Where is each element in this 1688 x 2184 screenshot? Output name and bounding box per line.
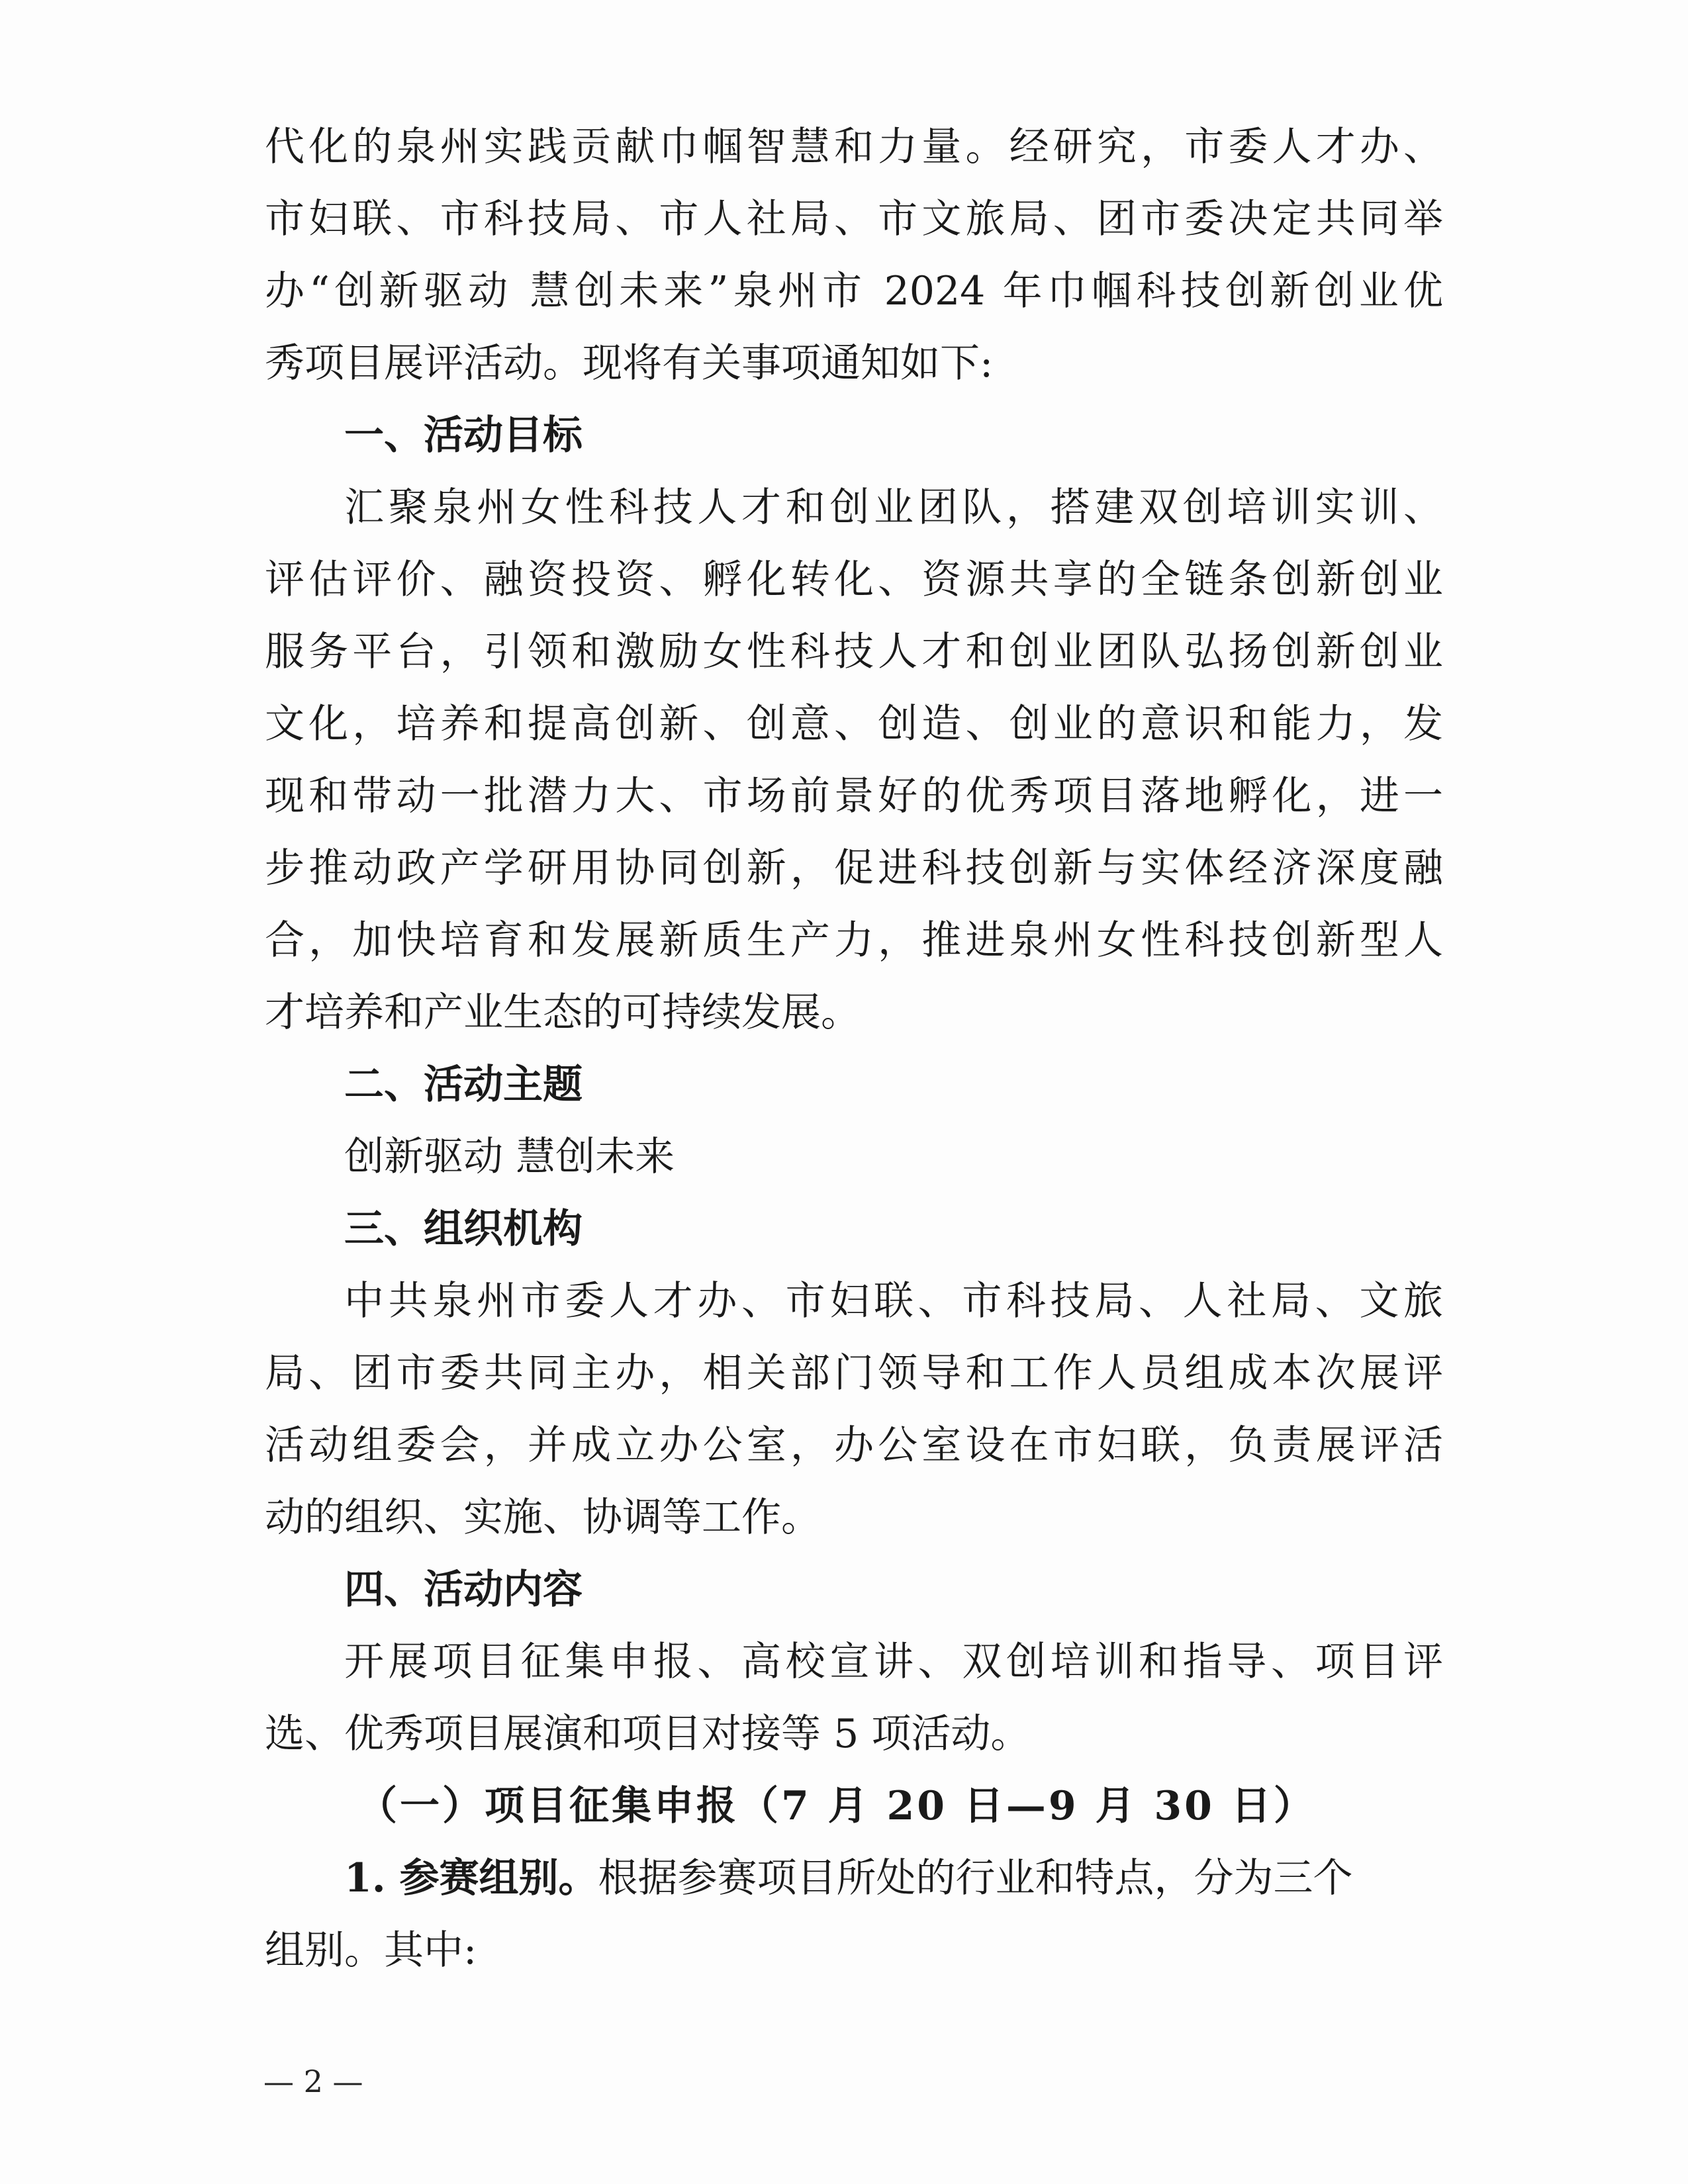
item-1-text: 根据参赛项目所处的行业和特点，分为三个 xyxy=(598,1855,1353,1901)
section-heading-theme: 二、活动主题 xyxy=(344,1062,583,1108)
intro-line-1: 代化的泉州实践贡献巾帼智慧和力量。经研究，市委人才办、 xyxy=(265,124,1443,170)
goals-line-2: 评估评价、融资投资、孵化转化、资源共享的全链条创新创业 xyxy=(265,557,1443,603)
item-1-line-1 xyxy=(265,1843,1443,1915)
section-heading-content: 四、活动内容 xyxy=(344,1567,583,1613)
content-line-1: 开展项目征集申报、高校宣讲、双创培训和指导、项目评 xyxy=(344,1639,1443,1685)
item-1-lead: 1. 参赛组别。 xyxy=(344,1855,598,1901)
goals-line-7: 合，加快培育和发展新质生产力，推进泉州女性科技创新型人 xyxy=(265,917,1443,964)
goals-line-8: 才培养和产业生态的可持续发展。 xyxy=(265,989,861,1036)
goals-line-4: 文化，培养和提高创新、创意、创造、创业的意识和能力，发 xyxy=(265,701,1443,747)
organization-line-2: 局、团市委共同主办，相关部门领导和工作人员组成本次展评 xyxy=(265,1350,1443,1396)
content-line-2: 选、优秀项目展演和项目对接等 5 项活动。 xyxy=(265,1711,1031,1757)
organization-line-1: 中共泉州市委人才办、市妇联、市科技局、人社局、文旅 xyxy=(344,1278,1443,1324)
section-heading-organization: 三、组织机构 xyxy=(344,1206,583,1252)
page-number: — 2 — xyxy=(263,2064,363,2099)
document-body xyxy=(265,111,1443,1987)
goals-line-6: 步推动政产学研用协同创新，促进科技创新与实体经济深度融 xyxy=(265,845,1443,891)
intro-line-3: 办“创新驱动 慧创未来”泉州市 2024 年巾帼科技创新创业优 xyxy=(265,268,1443,314)
goals-line-5: 现和带动一批潜力大、市场前景好的优秀项目落地孵化，进一 xyxy=(265,773,1443,819)
goals-line-1: 汇聚泉州女性科技人才和创业团队，搭建双创培训实训、 xyxy=(344,484,1443,531)
theme-line-1: 创新驱动 慧创未来 xyxy=(344,1134,675,1180)
section-heading-goals: 一、活动目标 xyxy=(344,412,583,459)
organization-line-4: 动的组织、实施、协调等工作。 xyxy=(265,1494,821,1541)
intro-line-2: 市妇联、市科技局、市人社局、市文旅局、团市委决定共同举 xyxy=(265,196,1443,242)
goals-line-3: 服务平台，引领和激励女性科技人才和创业团队弘扬创新创业 xyxy=(265,629,1443,675)
organization-line-3: 活动组委会，并成立办公室，办公室设在市妇联，负责展评活 xyxy=(265,1422,1443,1469)
intro-line-4: 秀项目展评活动。现将有关事项通知如下: xyxy=(265,340,994,387)
subsection-heading-collection: （一）项目征集申报（7 月 20 日—9 月 30 日） xyxy=(357,1783,1316,1829)
item-1-line-2: 组别。其中: xyxy=(265,1927,477,1974)
